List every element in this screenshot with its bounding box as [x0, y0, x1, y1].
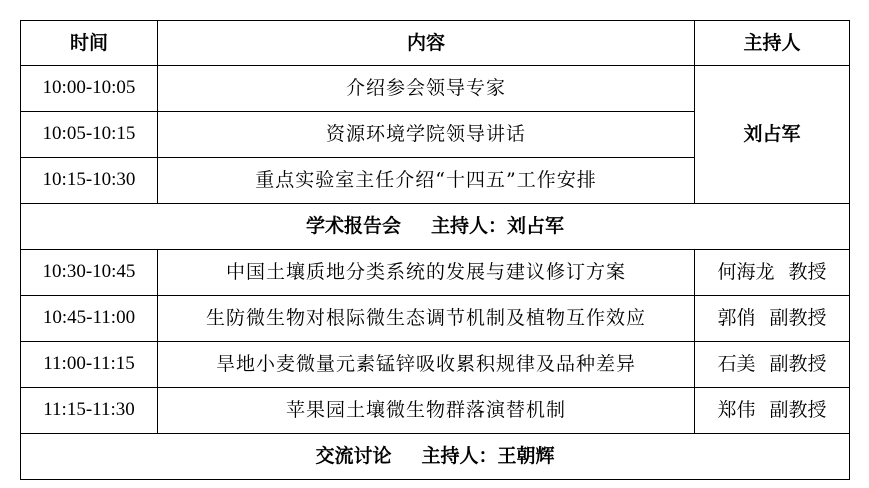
- presenter-cell: [695, 296, 850, 342]
- talk-title-cell: 苹果园土壤微生物群落演替机制: [158, 388, 695, 434]
- content-cell: 资源环境学院领导讲话: [158, 112, 695, 158]
- talk-title-cell: 中国土壤质地分类系统的发展与建议修订方案: [158, 250, 695, 296]
- presenter-name: 郭俏: [717, 307, 756, 330]
- section-discussion-host-label: 主持人：: [421, 445, 498, 468]
- time-cell: 10:30-10:45: [21, 250, 158, 296]
- section-discussion-host-name: 王朝辉: [497, 445, 555, 468]
- section-academic-cell: [21, 204, 850, 250]
- time-cell: 10:05-10:15: [21, 112, 158, 158]
- section-discussion-title: 交流讨论: [315, 445, 392, 468]
- section-row-academic: [21, 204, 850, 250]
- time-cell: 10:15-10:30: [21, 158, 158, 204]
- table-row: [21, 296, 850, 342]
- talk-title-cell: 生防微生物对根际微生态调节机制及植物互作效应: [158, 296, 695, 342]
- presenter-rank: 副教授: [769, 399, 827, 422]
- presenter-cell: [695, 388, 850, 434]
- presenter-cell: [695, 342, 850, 388]
- header-content: 内容: [158, 21, 695, 66]
- table-row: [21, 250, 850, 296]
- table-header-row: [21, 21, 850, 66]
- content-cell: 介绍参会领导专家: [158, 66, 695, 112]
- section-row-discussion: [21, 434, 850, 480]
- content-cell: 重点实验室主任介绍“十四五”工作安排: [158, 158, 695, 204]
- presenter-rank: 副教授: [769, 307, 827, 330]
- table-row: [21, 342, 850, 388]
- section-academic-title: 学术报告会: [305, 215, 401, 238]
- presenter-name: 郑伟: [717, 399, 756, 422]
- presenter-name: 石美: [717, 353, 756, 376]
- table-row: [21, 388, 850, 434]
- talk-title-cell: 旱地小麦微量元素锰锌吸收累积规律及品种差异: [158, 342, 695, 388]
- time-cell: 10:00-10:05: [21, 66, 158, 112]
- presenter-rank: 副教授: [769, 353, 827, 376]
- section-discussion-cell: [21, 434, 850, 480]
- time-cell: 11:00-11:15: [21, 342, 158, 388]
- section-academic-host-label: 主持人：: [430, 215, 507, 238]
- opening-host-cell: 刘占军: [695, 66, 850, 204]
- section-academic-host-name: 刘占军: [507, 215, 565, 238]
- time-cell: 11:15-11:30: [21, 388, 158, 434]
- presenter-cell: [695, 250, 850, 296]
- presenter-rank: 教授: [788, 261, 827, 284]
- schedule-table: [20, 20, 850, 480]
- table-row: [21, 66, 850, 112]
- time-cell: 10:45-11:00: [21, 296, 158, 342]
- header-time: 时间: [21, 21, 158, 66]
- header-host: 主持人: [695, 21, 850, 66]
- presenter-name: 何海龙: [717, 261, 775, 284]
